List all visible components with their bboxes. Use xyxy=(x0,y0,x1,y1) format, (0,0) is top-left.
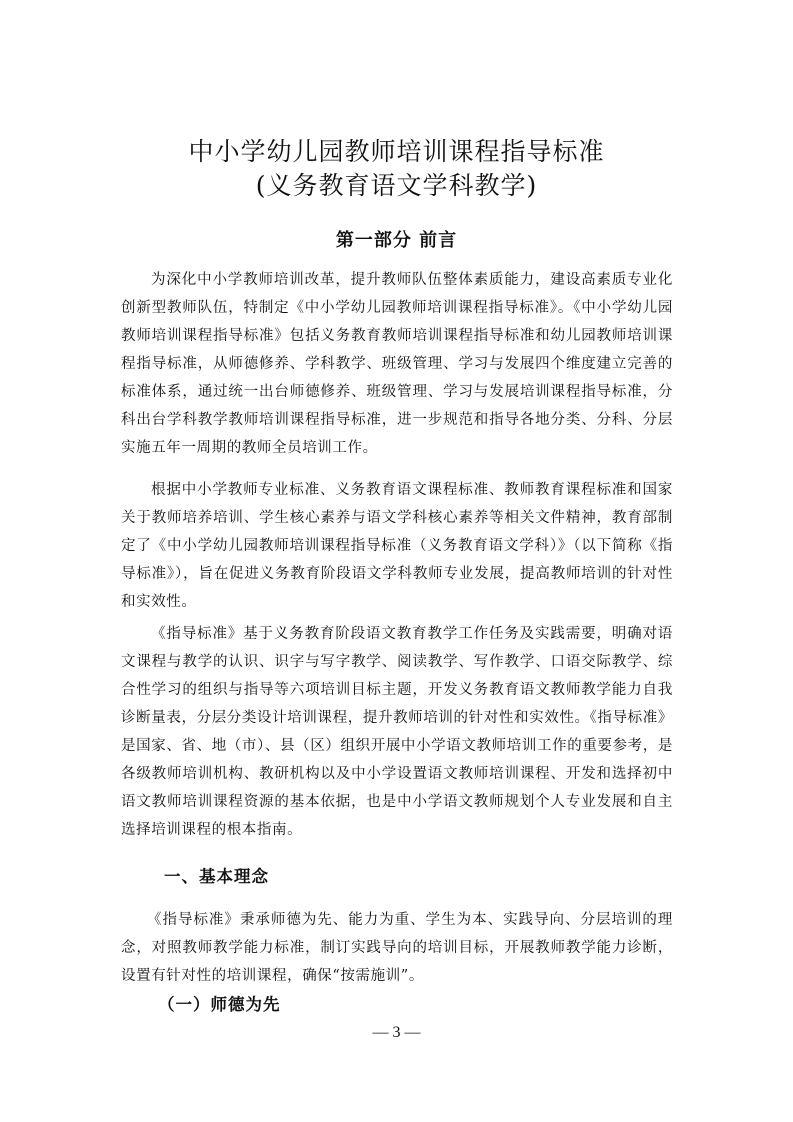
document-title: 中小学幼儿园教师培训课程指导标准 xyxy=(188,137,605,166)
section-paragraph: 《指导标准》秉承师德为先、能力为重、学生为本、实践导向、分层培训的理念，对照教师教学能力标准，制订实践导向的培训目标，开展教师教学能力诊断，设置有针对性的培训课程，确保“按需施训”。 xyxy=(121,912,673,984)
preface-paragraph-2: 根据中小学教师专业标准、义务教育语文课程标准、教师教育课程标准和国家关于教师培养培训、学生核心素养与语文学科核心素养等相关文件精神，教育部制定了《中小学幼儿园教师培训课程指导标准（义务教育语文学科）》（以下简称《指导标准》），旨在促进义务教育阶段语文学科教师专业发展，提高教师培训的针对性和实效性。 xyxy=(121,482,673,610)
preface-paragraph-3: 《指导标准》基于义务教育阶段语文教育教学工作任务及实践需要，明确对语文课程与教学的认识、识字与写字教学、阅读教学、写作教学、口语交际教学、综合性学习的组织与指导等六项培训目标主题，开发义务教育语文教师教学能力自我诊断量表，分层分类设计培训课程，提升教师培训的针对性和实效性。《指导标准》是国家、省、地（市）、县（区）组织开展中小学语文教师培训工作的重要参考，是各级教师培训机构、教研机构以及中小学设置语文教师培训课程、开发和选择初中语文教师培训课程资源的基本依据，也是中小学语文教师规划个人专业发展和自主选择培训课程的根本指南。 xyxy=(121,626,673,838)
section-heading-basic-concepts: 一、基本理念 xyxy=(164,867,269,886)
document-subtitle: (义务教育语文学科教学) xyxy=(255,171,538,200)
subsection-heading-ethics-first: （一）师德为先 xyxy=(158,995,281,1014)
preface-paragraph-1: 为深化中小学教师培训改革，提升教师队伍整体素质能力，建设高素质专业化创新型教师队伍，特制定《中小学幼儿园教师培训课程指导标准》。《中小学幼儿园教师培训课程指导标准》包括义务教育教师培训课程指导标准和幼儿园教师培训课程指导标准，从师德修养、学科教学、班级管理、学习与发展四个维度建立完善的标准体系，通过统一出台师德修养、班级管理、学习与发展培训课程指导标准，分科出台学科教学教师培训课程指导标准，进一步规范和指导各地分类、分科、分层实施五年一周期的教师全员培训工作。 xyxy=(121,272,673,456)
part-heading: 第一部分 前言 xyxy=(335,230,458,251)
page-number: — 3 — xyxy=(372,1024,421,1041)
